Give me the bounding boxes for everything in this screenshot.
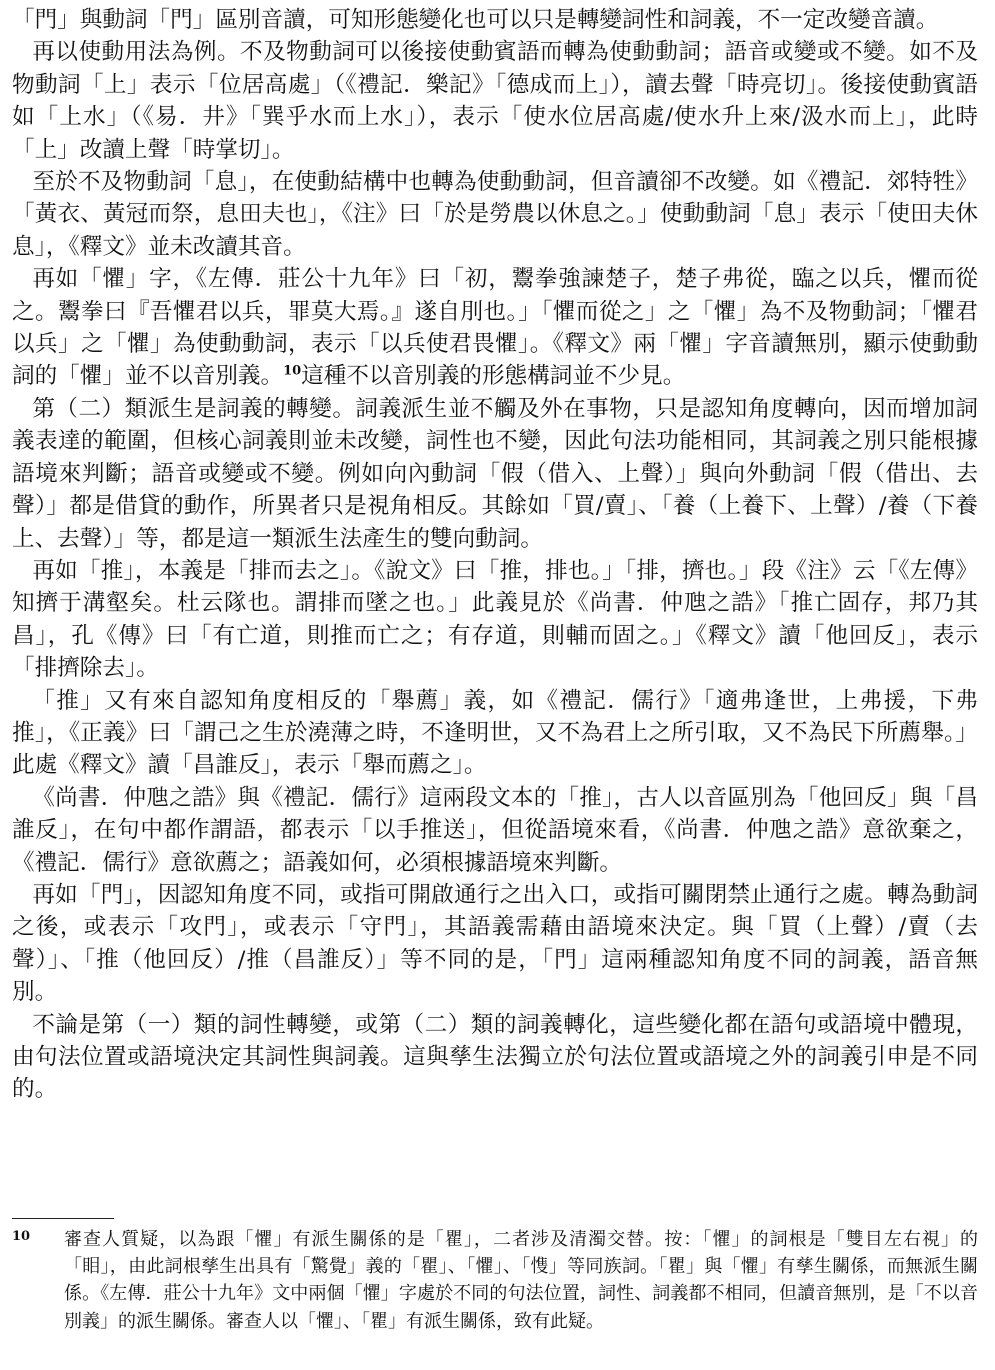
article-body [12, 4, 978, 1106]
footnote [12, 1226, 978, 1335]
paragraph-1: 「門」與動詞「門」區別音讀，可知形態變化也可以只是轉變詞性和詞義，不一定改變音讀。 [12, 7, 939, 33]
paragraph-4 [12, 263, 978, 393]
paragraph-5: 第（二）類派生是詞義的轉變。詞義派生並不觸及外在事物，只是認知角度轉向，因而增加詞義表達的範圍，但核心詞義則並未改變，詞性也不變，因此句法功能相同，其詞義之別只能根據語境來判斷；語音或變或不變。例如向內動詞「假（借入、上聲）」與向外動詞「假（借出、去聲）」都是借貸的動作，所異者只是視角相反。其餘如「買/賣」、「養（上養下、上聲）/養（下養上、去聲）」等，都是這一類派生法產生的雙向動詞。 [12, 395, 978, 552]
paragraph-8: 《尚書．仲虺之誥》與《禮記．儒行》這兩段文本的「推」，古人以音區別為「他回反」與「昌誰反」，在句中都作謂語，都表示「以手推送」，但從語境來看，《尚書．仲虺之誥》意欲棄之，《禮記．儒行》意欲薦之；語義如何，必須根據語境來判斷。 [12, 784, 978, 876]
paragraph-9: 再如「門」，因認知角度不同，或指可開啟通行之出入口，或指可關閉禁止通行之處。轉為動詞之後，或表示「攻門」，或表示「守門」，其語義需藉由語境來決定。與「買（上聲）/賣（去聲）」、「推（他回反）/推（昌誰反）」等不同的是，「門」這兩種認知角度不同的詞義，語音無別。 [12, 881, 978, 1006]
paragraph-2: 再以使動用法為例。不及物動詞可以後接使動賓語而轉為使動動詞；語音或變或不變。如不及物動詞「上」表示「位居高處」（《禮記．樂記》「德成而上」），讀去聲「時亮切」。後接使動賓語如「上水」（《易．井》「巽乎水而上水」），表示「使水位居高處/使水升上來/汲水而上」，此時「上」改讀上聲「時掌切」。 [12, 39, 978, 163]
footnote-text: 審查人質疑，以為跟「懼」有派生關係的是「瞿」，二者涉及清濁交替。按：「懼」的詞根是「雙目左右視」的「䀠」，由此詞根孳生出具有「驚覺」義的「瞿」、「懼」、「愯」等同族詞。「瞿」與「懼」有孳生關係，而無派生關係。《左傳．莊公十九年》文中兩個「懼」字處於不同的句法位置，詞性、詞義都不相同，但讀音無別，是「不以音別義」的派生關係。審查人以「懼」、「瞿」有派生關係，致有此疑。 [64, 1229, 978, 1332]
paragraph-6: 再如「推」，本義是「排而去之」。《說文》曰「推，排也。」「排，擠也。」段《注》云「《左傳》知擠于溝壑矣。杜云隊也。謂排而墜之也。」此義見於《尚書．仲虺之誥》「推亡固存，邦乃其昌」，孔《傳》曰「有亡道，則推而亡之；有存道，則輔而固之。」《釋文》讀「他回反」，表示「排擠除去」。 [12, 557, 978, 682]
footnote-reference[interactable]: 10 [283, 363, 302, 379]
paragraph-10: 不論是第（一）類的詞性轉變，或第（二）類的詞義轉化，這些變化都在語句或語境中體現，由句法位置或語境決定其詞性與詞義。這與孳生法獨立於句法位置或語境之外的詞義引申是不同的。 [12, 1011, 978, 1103]
footnote-number: 10 [12, 1229, 31, 1244]
article-page [12, 4, 978, 1106]
paragraph-7: 「推」又有來自認知角度相反的「舉薦」義，如《禮記．儒行》「適弗逢世，上弗援，下弗推」，《正義》曰「謂己之生於澆薄之時，不逢明世，又不為君上之所引取，又不為民下所薦舉。」此處《釋文》讀「昌誰反」，表示「舉而薦之」。 [12, 687, 978, 779]
paragraph-3: 至於不及物動詞「息」，在使動結構中也轉為使動動詞，但音讀卻不改變。如《禮記．郊特牲》「黃衣、黃冠而祭，息田夫也」，《注》曰「於是勞農以休息之。」使動動詞「息」表示「使田夫休息」，《釋文》並未改讀其音。 [12, 169, 978, 260]
paragraph-4-text: 再如「懼」字，《左傳．莊公十九年》曰「初，鬻拳強諫楚子，楚子弗從，臨之以兵，懼而從之。鬻拳曰『吾懼君以兵，罪莫大焉。』遂自刖也。」「懼而從之」之「懼」為不及物動詞；「懼君以兵」之「懼」為使動動詞，表示「以兵使君畏懼」。《釋文》兩「懼」字音讀無別，顯示使動動詞的「懼」並不以音別義。 [12, 266, 978, 390]
footnote-divider [12, 1218, 114, 1219]
paragraph-4-text-cont: 這種不以音別義的形態構詞並不少見。 [301, 363, 686, 390]
